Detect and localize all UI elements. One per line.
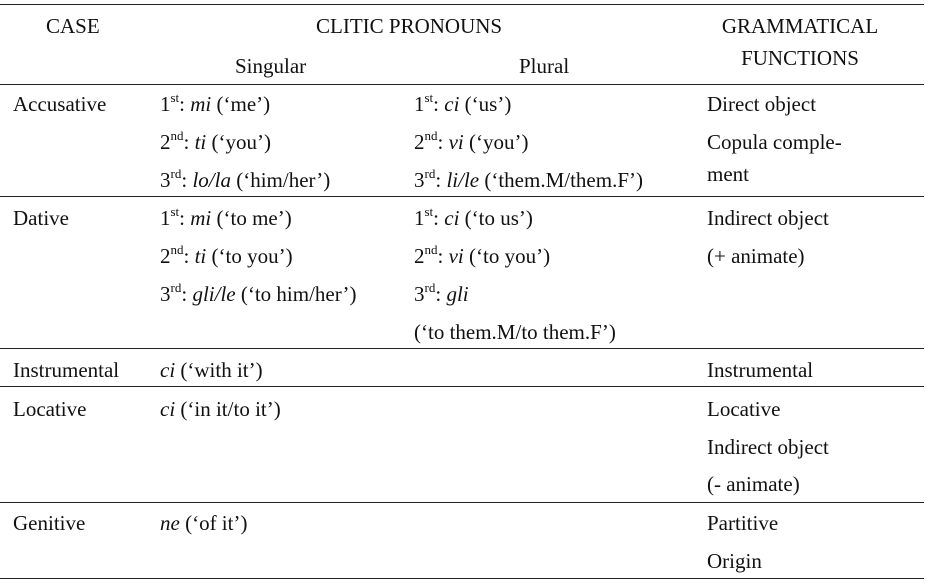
singular-form: 3rd: gli/le (‘to him/her’) bbox=[160, 280, 357, 306]
header-case: CASE bbox=[46, 14, 100, 38]
singular-form: 2nd: ti (‘to you’) bbox=[160, 242, 293, 268]
function-label: Indirect object bbox=[707, 206, 829, 230]
plural-form: 2nd: vi (‘to you’) bbox=[414, 242, 551, 268]
function-label: Indirect object bbox=[707, 435, 829, 459]
header-singular: Singular bbox=[235, 54, 307, 78]
row-rule-locative bbox=[0, 502, 924, 503]
function-label: Locative bbox=[707, 397, 781, 421]
function-label: (+ animate) bbox=[707, 244, 805, 268]
function-label: Copula comple- bbox=[707, 130, 842, 154]
case-label: Genitive bbox=[13, 511, 86, 535]
plural-form-continuation: (‘to them.M/to them.F’) bbox=[414, 320, 616, 344]
case-label: Instrumental bbox=[13, 358, 120, 382]
function-label: Partitive bbox=[707, 511, 779, 535]
singular-form: 1st: mi (‘to me’) bbox=[160, 204, 292, 230]
table-bottom-rule bbox=[0, 578, 924, 579]
case-label: Accusative bbox=[13, 92, 107, 116]
header-plural: Plural bbox=[519, 54, 570, 78]
singular-form: ci (‘in it/to it’) bbox=[160, 397, 281, 421]
singular-form: 2nd: ti (‘you’) bbox=[160, 128, 271, 154]
header-functions-line2: FUNCTIONS bbox=[741, 46, 859, 70]
function-label: ment bbox=[707, 162, 749, 186]
function-label: Origin bbox=[707, 549, 762, 573]
function-label: Direct object bbox=[707, 92, 817, 116]
case-label: Locative bbox=[13, 397, 87, 421]
row-rule-dative bbox=[0, 348, 924, 349]
singular-form: 3rd: lo/la (‘him/her’) bbox=[160, 166, 331, 192]
header-clitic-pronouns: CLITIC PRONOUNS bbox=[316, 14, 503, 38]
plural-form: 1st: ci (‘to us’) bbox=[414, 204, 533, 230]
singular-form: 1st: mi (‘me’) bbox=[160, 90, 271, 116]
function-label: (- animate) bbox=[707, 472, 800, 496]
header-bottom-rule bbox=[0, 84, 924, 85]
case-label: Dative bbox=[13, 206, 69, 230]
singular-form: ne (‘of it’) bbox=[160, 511, 248, 535]
header-functions-line1: GRAMMATICAL bbox=[721, 14, 879, 38]
plural-form: 1st: ci (‘us’) bbox=[414, 90, 512, 116]
row-rule-accusative bbox=[0, 196, 924, 197]
plural-form: 3rd: gli bbox=[414, 280, 469, 306]
table-top-rule bbox=[0, 4, 924, 5]
singular-form: ci (‘with it’) bbox=[160, 358, 263, 382]
plural-form: 2nd: vi (‘you’) bbox=[414, 128, 529, 154]
plural-form: 3rd: li/le (‘them.M/them.F’) bbox=[414, 166, 643, 192]
function-label: Instrumental bbox=[707, 358, 814, 382]
row-rule-instrumental bbox=[0, 386, 924, 387]
